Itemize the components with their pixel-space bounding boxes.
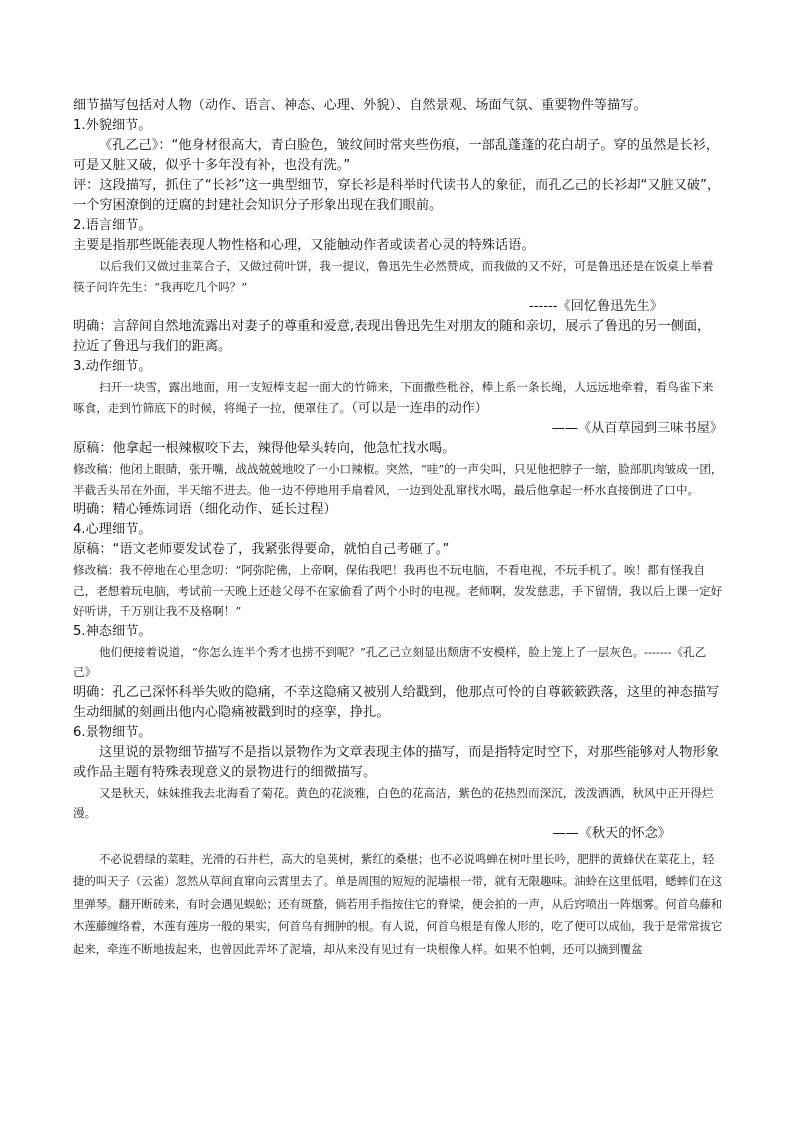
- appearance-example: 《孔乙己》：“他身材很高大，青白脸色，皱纹间时常夹些伤痕，一部乱蓬蓬的花白胡子。穿的虽然是长衫，可是又脏又破，似乎十多年没有补，也没有洗。”: [73, 138, 720, 173]
- heading-scenery: 6.景物细节。: [73, 724, 152, 740]
- expression-comment: 明确：孔乙己深怀科举失败的隐痛，不幸这隐痛又被别人给戳到，他那点可怜的自尊簌簌跌落，这里的神态描写生动细腻的刻画出他内心隐痛被戳到时的痉挛，挣扎。: [73, 684, 720, 720]
- intro-text: 细节描写包括对人物（动作、语言、神态、心理、外貌）、自然景观、场面气氛、重要物件等描写。: [73, 98, 647, 113]
- action-source: ——《从百草园到三味书屋》: [551, 421, 723, 436]
- action-quote: [73, 377, 723, 419]
- scenery-definition: 这里说的景物细节描写不是指以景物作为文章表现主体的描写，而是指特定时空下，对那些能够对人物形象或作品主题有特殊表现意义的景物进行的细微描写。: [73, 744, 719, 780]
- heading-expression: 5.神态细节。: [73, 623, 152, 639]
- appearance-comment: 评：这段描写，抓住了“长衫”这一典型细节，穿长衫是科举时代读书人的象征，而孔乙己的长衫却“又脏又破”，一个穷困潦倒的迂腐的封建社会知识分子形象出现在我们眼前。: [73, 178, 721, 213]
- action-revised: 修改稿：他闭上眼睛，张开嘴，战战兢兢地咬了一小口辣椒。突然，“哇”的一声尖叫，只见他把脖子一缩，脸部肌肉皱成一团，半截舌头吊在外面，半天缩不进去。他一边不停地用手扇着风，一边到处乱窜找水喝，最后他拿起一杯水直接倒进了口中。: [73, 462, 723, 497]
- expression-quote: 他们便接着说道，“你怎么连半个秀才也捞不到呢？”孔乙己立刻显出颓唐不安模样，脸上笼上了一层灰色。-------《孔乙己》: [73, 644, 707, 679]
- language-quote: 以后我们又做过韭菜合子，又做过荷叶饼，我一提议，鲁迅先生必然赞成，而我做的又不好，可是鲁迅还是在饭桌上举着筷子问许先生：“我再吃几个吗？”: [73, 259, 714, 294]
- language-source: ------《回忆鲁迅先生》: [528, 299, 663, 314]
- heading-psychology: 4.心理细节。: [73, 522, 152, 537]
- language-comment: 明确：言辞间自然地流露出对妻子的尊重和爱意,表现出鲁迅先生对朋友的随和亲切，展示了鲁迅的另一侧面，拉近了鲁迅与我们的距离。: [73, 319, 711, 354]
- action-comment: 明确：精心锤炼词语（细化动作、延长过程）: [73, 502, 337, 517]
- scenery-quote: 又是秋天，妹妹推我去北海看了菊花。黄色的花淡雅，白色的花高洁，紫色的花热烈而深沉，泼泼洒洒，秋风中正开得烂漫。: [73, 785, 714, 820]
- heading-action: 3.动作细节。: [73, 359, 152, 374]
- heading-language: 2.语言细节。: [73, 218, 152, 233]
- scenery-source: ——《秋天的怀念》: [552, 825, 671, 841]
- document-page: [73, 96, 723, 960]
- psychology-original: 原稿：“语文老师要发试卷了，我紧张得要命，就怕自己考砸了。”: [73, 542, 450, 557]
- action-original: 原稿：他拿起一根辣椒咬下去，辣得他晕头转向，他急忙找水喝。: [73, 441, 456, 456]
- heading-appearance: 1.外貌细节。: [73, 118, 152, 133]
- psychology-revised: 修改稿：我不停地在心里念叨：“阿弥陀佛，上帝啊，保佑我吧！我再也不玩电脑，不看电视，不玩手机了。唉！都有怪我自己，老想着玩电脑，考试前一天晚上还趁父母不在家偷看了两个小时的电视。老师啊，发发慈悲，手下留情，我以后上课一定好好听讲，千万别让我不及格啊！”: [73, 563, 723, 618]
- scenery-quote-long: 不必说碧绿的菜畦，光滑的石井栏，高大的皂荚树，紫红的桑椹；也不必说鸣蝉在树叶里长吟，肥胖的黄蜂伏在菜花上，轻捷的叫天子（云雀）忽然从草间直窜向云霄里去了。单是周围的短短的泥墙根一带，就有无限趣味。油蛉在这里低唱，蟋蟀们在这里弹琴。翻开断砖来，有时会遇见蜈蚣；还有斑蝥，倘若用手指按住它的脊梁，便会拍的一声，从后窍喷出一阵烟雾。何首乌藤和木莲藤缠络着，木莲有莲房一般的果实，何首乌有拥肿的根。有人说，何首乌根是有像人形的，吃了便可以成仙，我于是常常拔它起来，牵连不断地拔起来，也曾因此弄坏了泥墙，却从来没有见过有一块根像人样。如果不怕刺，还可以摘到覆盆: [73, 851, 723, 956]
- action-quote-note: （可以是一连串的动作）: [351, 400, 488, 416]
- language-definition: 主要是指那些既能表现人物性格和心理，又能触动作者或读者心灵的特殊话语。: [73, 238, 535, 253]
- action-quote-text: 扫开一块雪，露出地面，用一支短棒支起一面大的竹筛来，下面撒些秕谷，棒上系一条长绳，人远远地牵着，看鸟雀下来啄食，走到竹筛底下的时候，将绳子一拉，便罩住了。: [73, 380, 714, 415]
